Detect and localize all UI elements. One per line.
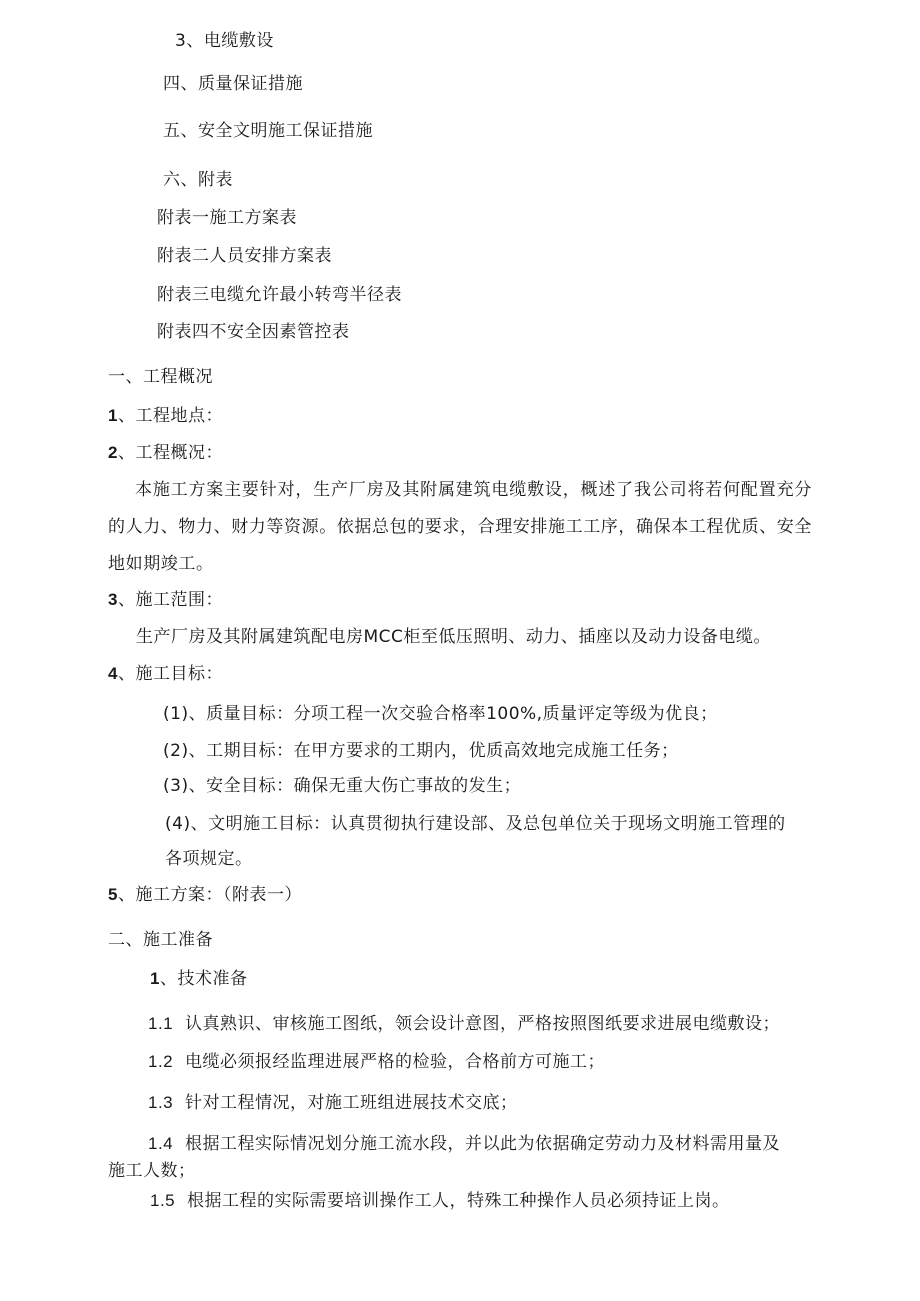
- section-heading-overview: 一、工程概况: [108, 367, 213, 387]
- item-number: 1.5: [150, 1191, 176, 1210]
- toc-item-quality-measures: 四、质量保证措施: [163, 74, 303, 94]
- scope-paragraph: 生产厂房及其附属建筑配电房MCC柜至低压照明、动力、插座以及动力设备电缆。: [136, 627, 771, 647]
- item-construction-scope: [108, 590, 223, 610]
- item-text: 、施工方案：（附表一）: [117, 885, 302, 905]
- item-number: 1.1: [148, 1014, 174, 1033]
- item-number: 1.2: [148, 1052, 174, 1071]
- item-construction-plan: [108, 885, 302, 905]
- goal-civilized-construction-cont: 各项规定。: [165, 849, 253, 869]
- item-number: 1.4: [148, 1134, 174, 1153]
- item-text: 根据工程实际情况划分施工流水段，并以此为依据确定劳动力及材料需用量及: [184, 1134, 780, 1154]
- item-text: 、施工范围：: [117, 590, 223, 610]
- item-number: 1: [150, 969, 160, 988]
- goal-quality: (1)、质量目标：分项工程一次交验合格率100%,质量评定等级为优良；: [163, 704, 718, 724]
- tech-item-1-2: [148, 1052, 605, 1072]
- item-number: 1.3: [148, 1093, 174, 1112]
- item-text: 、技术准备: [159, 969, 248, 989]
- tech-item-1-4: [148, 1134, 780, 1154]
- toc-appendix-3: 附表三电缆允许最小转弯半径表: [157, 285, 402, 305]
- item-text: 、施工目标：: [117, 664, 223, 684]
- toc-appendix-2: 附表二人员安排方案表: [157, 246, 332, 266]
- goal-civilized-construction: (4)、文明施工目标：认真贯彻执行建设部、及总包单位关于现场文明施工管理的: [165, 814, 786, 834]
- item-construction-goals: [108, 664, 223, 684]
- tech-item-1-3: [148, 1093, 517, 1113]
- item-text: 、工程概况：: [117, 443, 223, 463]
- tech-item-1-1: [148, 1014, 780, 1034]
- section-heading-preparation: 二、施工准备: [108, 930, 213, 950]
- item-number: 5: [108, 885, 118, 904]
- item-text: 根据工程的实际需要培训操作工人，特殊工种操作人员必须持证上岗。: [186, 1191, 730, 1211]
- toc-item-appendices: 六、附表: [163, 170, 233, 190]
- toc-item-safety-measures: 五、安全文明施工保证措施: [163, 121, 373, 141]
- toc-item-cable-laying: 3、电缆敷设: [175, 31, 274, 51]
- item-number: 3: [108, 590, 118, 609]
- item-project-location: [108, 406, 223, 426]
- item-text: 针对工程情况，对施工班组进展技术交底；: [184, 1093, 518, 1113]
- toc-appendix-1: 附表一施工方案表: [157, 208, 297, 228]
- goal-schedule: (2)、工期目标：在甲方要求的工期内，优质高效地完成施工任务；: [163, 741, 679, 761]
- item-number: 2: [108, 443, 118, 462]
- item-text: 认真熟识、审核施工图纸，领会设计意图，严格按照图纸要求进展电缆敷设；: [184, 1014, 780, 1034]
- item-text: 电缆必须报经监理进展严格的检验，合格前方可施工；: [184, 1052, 605, 1072]
- sub-heading-technical-prep: [150, 969, 247, 989]
- toc-appendix-4: 附表四不安全因素管控表: [157, 322, 350, 342]
- item-number: 4: [108, 664, 118, 683]
- goal-safety: (3)、安全目标：确保无重大伤亡事故的发生；: [163, 776, 522, 796]
- overview-paragraph: 本施工方案主要针对，生产厂房及其附属建筑电缆敷设，概述了我公司将若何配置充分的人力、物力、财力等资源。依据总包的要求，合理安排施工工序，确保本工程优质、安全地如期竣工。: [108, 480, 812, 574]
- item-project-overview: [108, 443, 223, 463]
- item-number: 1: [108, 406, 118, 425]
- item-text: 、工程地点：: [117, 406, 223, 426]
- tech-item-1-5: [150, 1191, 729, 1211]
- tech-item-1-4-cont: 施工人数；: [108, 1161, 196, 1181]
